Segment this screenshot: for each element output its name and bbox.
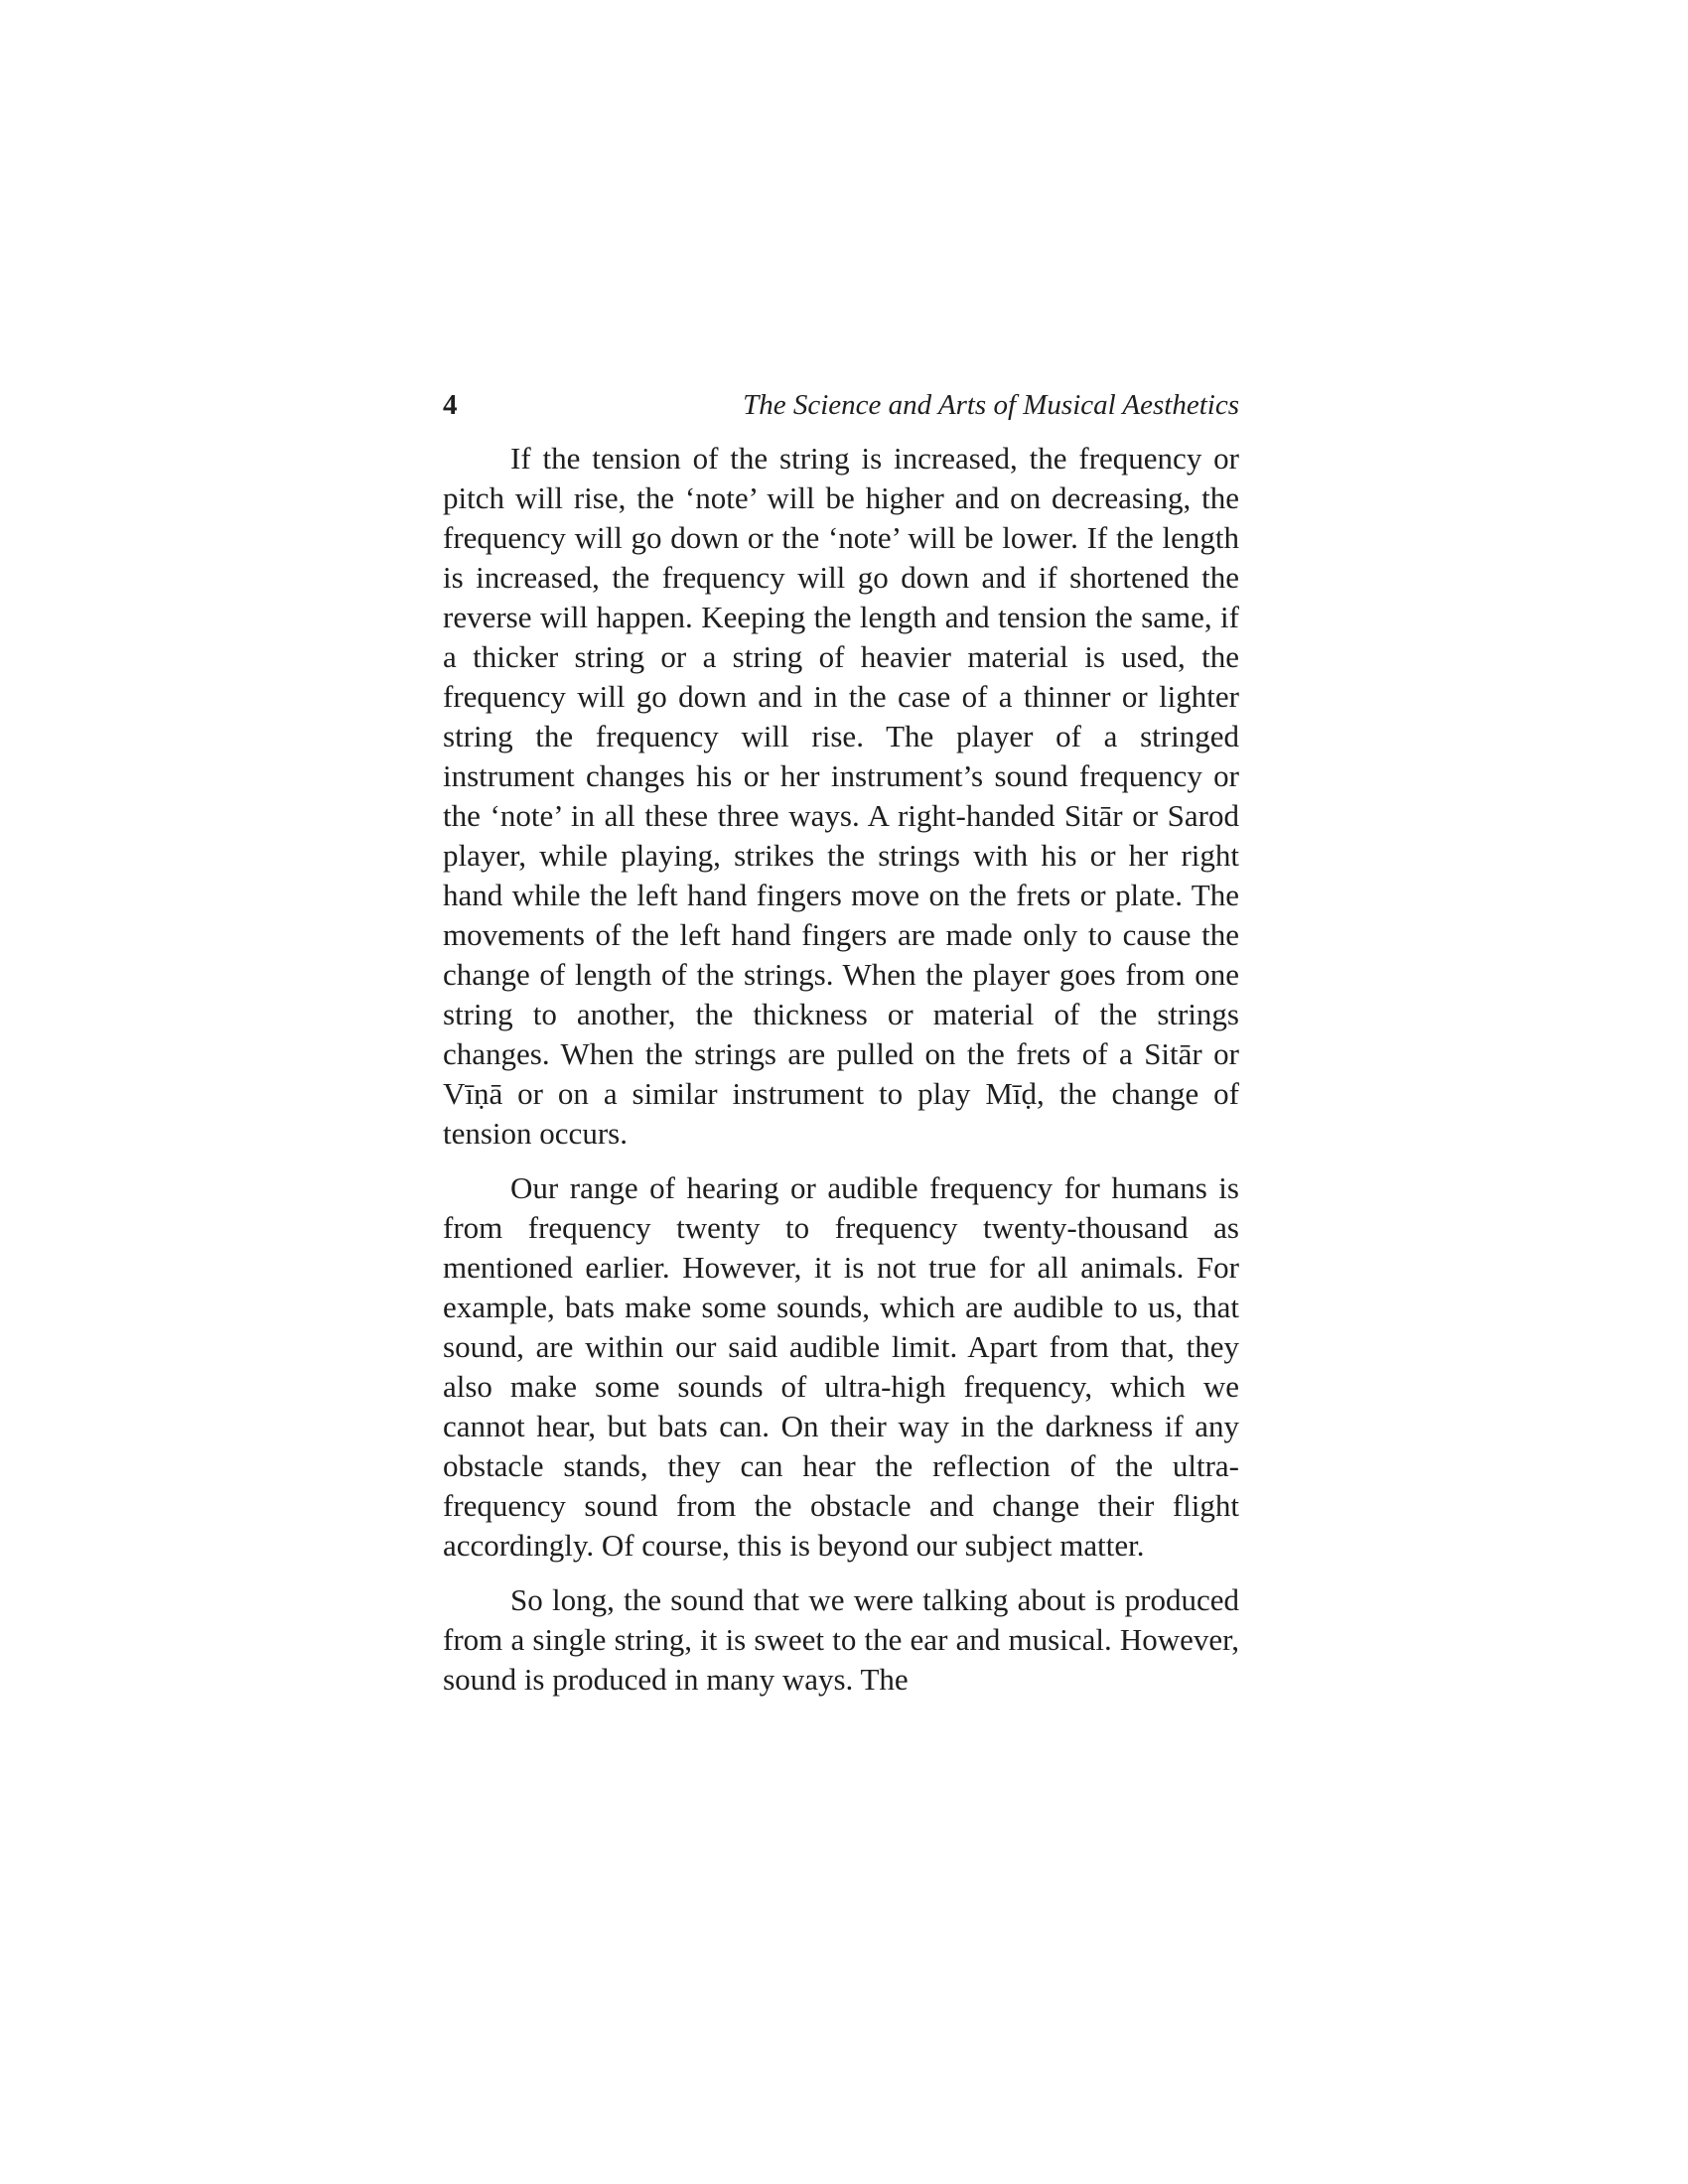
running-header <box>443 385 1239 425</box>
book-page <box>443 385 1239 1714</box>
running-title: The Science and Arts of Musical Aesthetics <box>743 389 1239 421</box>
text-body <box>443 439 1239 1700</box>
paragraph: So long, the sound that we were talking about is produced from a single string, it is sweet to the ear and musical. However, sound is produced in many ways. The <box>443 1582 1239 1697</box>
paragraph: If the tension of the string is increased, the frequency or pitch will rise, the ‘note’ will be higher and on decreasing, the frequency will go down or the ‘note’ will be lower. If the length is increased, the frequency will go down and if shortened the reverse will happen. Keeping the length and tension the same, if a thicker string or a string of heavier material is used, the frequency will go down and in the case of a thinner or lighter string the frequency will rise. The player of a stringed instrument changes his or her instrument’s sound frequency or the ‘note’ in all these three ways. A right-handed Sitār or Sarod player, while playing, strikes the strings with his or her right hand while the left hand fingers move on the frets or plate. The movements of the left hand fingers are made only to cause the change of length of the strings. When the player goes from one string to another, the thickness or material of the strings changes. When the strings are pulled on the frets of a Sitār or Vīṇā or on a similar instrument to play Mīḍ, the change of tension occurs. <box>443 441 1239 1151</box>
paragraph: Our range of hearing or audible frequency for humans is from frequency twenty to frequency twenty-thousand as mentioned earlier. However, it is not true for all animals. For example, bats make some sounds, which are audible to us, that sound, are within our said audible limit. Apart from that, they also make some sounds of ultra-high frequency, which we cannot hear, but bats can. On their way in the darkness if any obstacle stands, they can hear the reflection of the ultra-frequency sound from the obstacle and change their flight accordingly. Of course, this is beyond our subject matter. <box>443 1170 1239 1563</box>
page-number: 4 <box>443 389 458 421</box>
